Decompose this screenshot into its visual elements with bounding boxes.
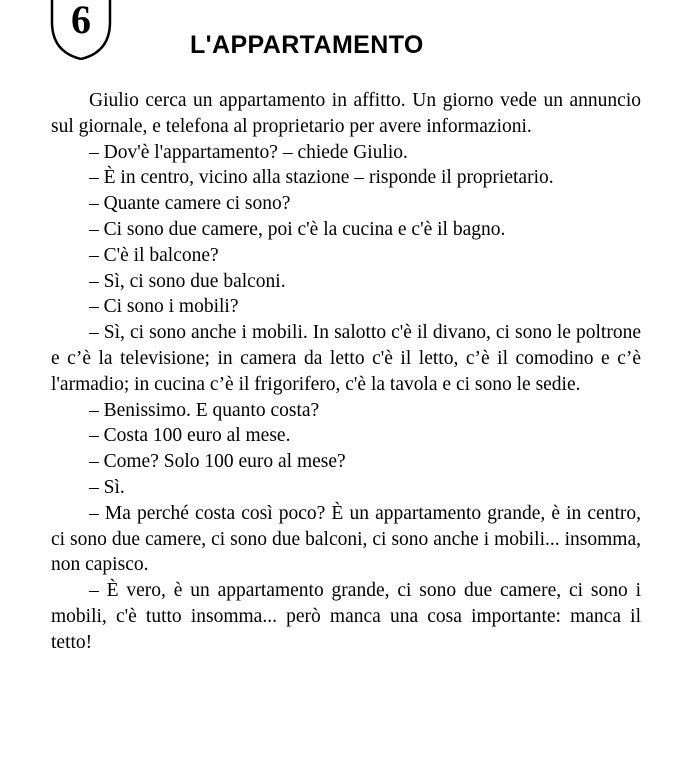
dialogue-line: – Come? Solo 100 euro al mese? <box>89 451 346 473</box>
dialogue-line: – Costa 100 euro al mese. <box>89 425 291 447</box>
dialogue-line: – C'è il balcone? <box>89 244 219 266</box>
dialogue-line: – Benissimo. E quanto costa? <box>89 399 320 421</box>
dialogue-line: – Quante camere ci sono? <box>89 193 291 215</box>
dialogue-line: – Ma perché costa così poco? È un appartamento grande, è in centro, ci sono due camere, ci sono due balconi, ci sono anche i mobili... insomma, non capisco. <box>51 502 641 576</box>
dialogue-line: – Ci sono i mobili? <box>89 296 239 318</box>
chapter-number: 6 <box>71 0 91 42</box>
chapter-title: L'APPARTAMENTO <box>190 31 424 59</box>
dialogue-line: – Ci sono due camere, poi c'è la cucina e c'è il bagno. <box>89 218 506 240</box>
dialogue-line: – Sì. <box>89 476 125 498</box>
dialogue-line: – Sì, ci sono anche i mobili. In salotto c'è il divano, ci sono le poltrone e c’è la televisione; in camera da letto c'è il letto, c’è il comodino e c’è l'armadio; in cucina c’è il frigorifero, c'è la tavola e ci sono le sedie. <box>51 322 641 395</box>
paragraph-intro: Giulio cerca un appartamento in affitto. Un giorno vede un annuncio sul giornale, e telefona al proprietario per avere informazioni. <box>51 90 641 137</box>
dialogue-line: – È in centro, vicino alla stazione – risponde il proprietario. <box>89 167 554 189</box>
story-text <box>51 88 641 656</box>
dialogue-line: – Sì, ci sono due balconi. <box>89 270 286 292</box>
dialogue-line: – È vero, è un appartamento grande, ci sono due camere, ci sono i mobili, c'è tutto insomma... però manca una cosa importante: manca il tetto! <box>51 580 641 653</box>
chapter-badge <box>50 0 112 60</box>
dialogue-line: – Dov'è l'appartamento? – chiede Giulio. <box>89 141 408 163</box>
